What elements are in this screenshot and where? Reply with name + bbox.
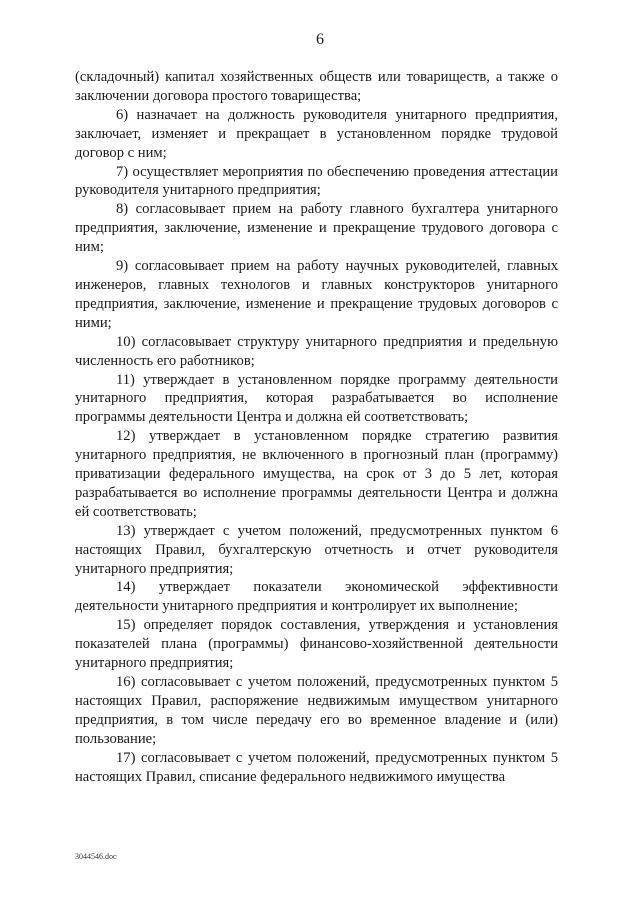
paragraph-item-17: 17) согласовывает с учетом положений, предусмотренных пунктом 5 настоящих Правил, списание федерального недвижимого имущества <box>75 749 558 785</box>
paragraph-continuation: (складочный) капитал хозяйственных обществ или товариществ, а также о заключении договора простого товарищества; <box>75 69 558 104</box>
paragraph-item-9: 9) согласовывает прием на работу научных руководителей, главных инженеров, главных технологов и главных конструкторов унитарного предприятия, заключение, изменение и прекращение трудовых договоров с ними; <box>75 258 558 331</box>
paragraph-item-6: 6) назначает на должность руководителя унитарного предприятия, заключает, изменяет и прекращает в установленном порядке трудовой договор с ним; <box>75 106 558 161</box>
page-number: 6 <box>316 31 324 48</box>
paragraph-item-12: 12) утверждает в установленном порядке стратегию развития унитарного предприятия, не включенного в прогнозный план (программу) приватизации федерального имущества, на срок от 3 до 5 лет, которая разрабатывается во исполнение программы деятельности Центра и должна ей соответствовать; <box>75 428 558 520</box>
paragraph-item-14: 14) утверждает показатели экономической эффективности деятельности унитарного предприятия и контролирует их выполнение; <box>75 579 558 615</box>
paragraph-item-16: 16) согласовывает с учетом положений, предусмотренных пунктом 5 настоящих Правил, распоряжение недвижимым имуществом унитарного предприятия, в том числе передачу его во временное владение и (или) пользование; <box>75 674 558 747</box>
paragraph-item-10: 10) согласовывает структуру унитарного предприятия и предельную численность его работников; <box>75 333 558 369</box>
document-file-id: 3044546.doc <box>75 852 117 861</box>
paragraph-item-8: 8) согласовывает прием на работу главного бухгалтера унитарного предприятия, заключение, изменение и прекращение трудового договора с ним; <box>75 201 558 256</box>
paragraph-item-11: 11) утверждает в установленном порядке программу деятельности унитарного предприятия, которая разрабатывается во исполнение программы деятельности Центра и должна ей соответствовать; <box>75 371 558 426</box>
document-body <box>75 68 558 786</box>
paragraph-item-13: 13) утверждает с учетом положений, предусмотренных пунктом 6 настоящих Правил, бухгалтерскую отчетность и отчет руководителя унитарного предприятия; <box>75 522 558 577</box>
paragraph-item-15: 15) определяет порядок составления, утверждения и установления показателей плана (программы) финансово-хозяйственной деятельности унитарного предприятия; <box>75 617 558 672</box>
paragraph-item-7: 7) осуществляет мероприятия по обеспечению проведения аттестации руководителя унитарного предприятия; <box>75 163 558 199</box>
